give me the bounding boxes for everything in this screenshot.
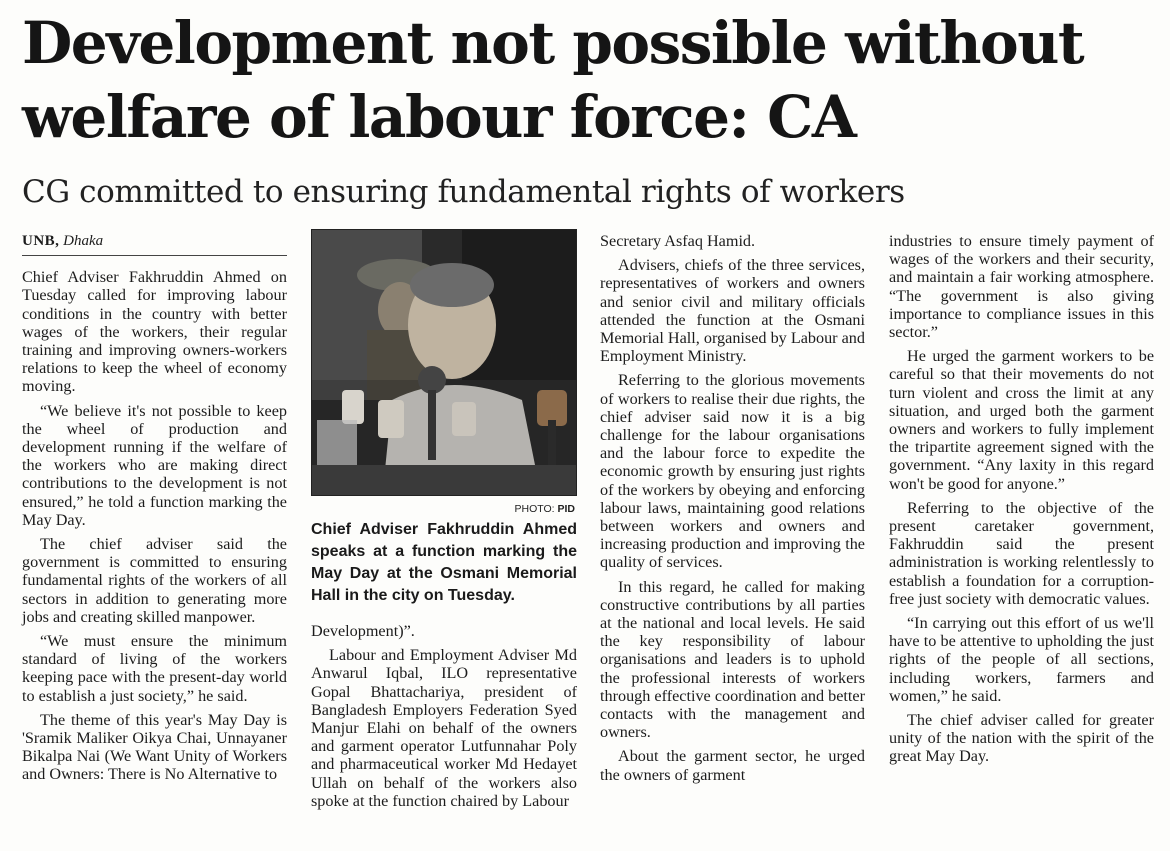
paragraph: “In carrying out this effort of us we'll have to be attentive to upholding the just rights of the people of all sections, including workers, farmers and women,” he said.	[889, 614, 1154, 705]
paragraph: The theme of this year's May Day is 'Sramik Maliker Oikya Chai, Unnayaner Bikalpa Nai (We Want Unity of Workers and Owners: There is No Alternative to	[22, 710, 287, 784]
paragraph: Secretary Asfaq Hamid.	[600, 232, 756, 250]
paragraph: In this regard, he called for making constructive contributions by all parties at the national and local levels. He said the key responsibility of labour organisations and leaders is to uphold the professional interests of workers through effective coordination and better contacts with the management and owners.	[600, 577, 865, 742]
photo-caption: Chief Adviser Fakhruddin Ahmed speaks at a function marking the May Day at the Osmani Memorial Hall in the city on Tuesday.	[311, 521, 577, 604]
paragraph: He urged the garment workers to be careful so that their movements do not turn violent and cross the limit at any situation, and urged both the garment owners and workers to fully implement the tripartite agreement signed with the government. “Any laxity in this regard won't be good for anyone.”	[889, 347, 1154, 493]
headline: Development not possible without welfare of labour force: CA	[22, 9, 1084, 151]
paragraph: The chief adviser called for greater unity of the nation with the spirit of the great May Day.	[889, 711, 1154, 766]
paragraph: Referring to the objective of the present caretaker government, Fakhruddin said the present administration is working relentlessly to establish a foundation for a corruption-free just society with democratic values.	[889, 498, 1154, 608]
article-column-3	[600, 232, 865, 790]
paragraph: The chief adviser said the government is committed to ensuring fundamental rights of the workers of all sectors in addition to generating more jobs and creating skilled manpower.	[22, 535, 287, 626]
paragraph: About the garment sector, he urged the owners of garment	[600, 747, 865, 784]
paragraph: Labour and Employment Adviser Md Anwarul Iqbal, ILO representative Gopal Bhattachariya, president of Bangladesh Employers Federation Syed Manjur Elahi on behalf of the owners and garment operator Lutfunnahar Poly and pharmaceutical worker Md Hedayet Ullah on behalf of the workers also spoke at the function chaired by Labour	[311, 646, 577, 810]
byline-place: Dhaka	[63, 233, 104, 249]
photo-credit-label: PHOTO:	[514, 503, 555, 515]
article-column-1	[22, 232, 287, 790]
paragraph: “We believe it's not possible to keep the wheel of production and development running if the welfare of the workers who are making direct contributions to the development is not ensured,” he told a function marking the May Day.	[22, 401, 287, 529]
photo-illustration	[312, 230, 577, 496]
paragraph: industries to ensure timely payment of wages of the workers and their security, and maintain a fair working atmosphere. “The government is also giving importance to compliance issues in this sector.”	[889, 232, 1154, 342]
byline	[22, 232, 287, 256]
photo-credit	[311, 503, 575, 515]
paragraph: Advisers, chiefs of the three services, representatives of workers and owners and senior civil and military officials attended the function at the Osmani Memorial Hall, organised by Labour and Employment Ministry.	[600, 256, 865, 366]
paragraph: Referring to the glorious movements of workers to realise their due rights, the chief adviser said now it is a big challenge for the labour organisations and the labour force to expedite the economic growth by ensuring just rights of the workers by obeying and enforcing labour laws, maintaining good relations between workers and owners and increasing production and improving the quality of services.	[600, 371, 865, 572]
byline-agency: UNB,	[22, 233, 60, 249]
subheadline: CG committed to ensuring fundamental rights of workers	[22, 174, 905, 210]
paragraph: Development)”.	[311, 622, 415, 640]
paragraph: Chief Adviser Fakhruddin Ahmed on Tuesday called for improving labour conditions in the country with better wages of the workers, their regular training and improving owners-workers relations to keep the wheel of economy moving.	[22, 268, 287, 396]
article-column-4	[889, 232, 1154, 772]
paragraph: “We must ensure the minimum standard of living of the workers keeping pace with the present-day world to establish a just society,” he said.	[22, 632, 287, 705]
news-photo	[311, 229, 577, 496]
article-column-2	[311, 622, 577, 816]
photo-credit-source: PID	[557, 503, 575, 515]
